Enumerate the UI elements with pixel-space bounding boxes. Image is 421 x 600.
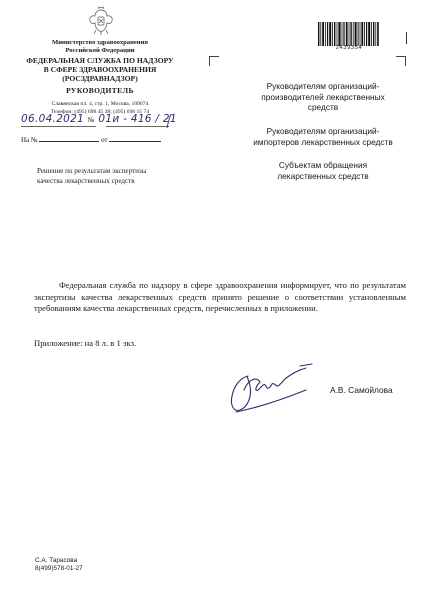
- agency-name: [20, 56, 180, 83]
- phone-line: Телефон: (495) 698 45 38; (495) 698 15 74: [50, 108, 150, 115]
- registration-number: 01и - 416 / 21: [98, 113, 177, 125]
- state-emblem-icon: [87, 6, 115, 36]
- agency-line: ФЕДЕРАЛЬНАЯ СЛУЖБА ПО НАДЗОРУ: [26, 56, 174, 65]
- ministry-line: Министерство здравоохранения: [52, 39, 148, 46]
- addressee-line: Субъектам обращения: [278, 160, 368, 170]
- addressee-line: импортеров лекарственных средств: [253, 136, 393, 147]
- registration-date: 06.04.2021: [21, 113, 85, 125]
- registration-line: [21, 113, 177, 125]
- agency-line: В СФЕРЕ ЗДРАВООХРАНЕНИЯ: [43, 65, 157, 74]
- addressee-manufacturers: [235, 81, 411, 113]
- number-prefix: №: [87, 116, 95, 124]
- reply-date-blank: [109, 134, 161, 142]
- margin-tick: [406, 32, 407, 44]
- reply-reference-line: [21, 134, 181, 144]
- reply-prefix: На №: [21, 136, 38, 144]
- addressee-line: средств: [307, 102, 339, 112]
- executor-phone: 8(499)578-01-27: [35, 565, 83, 572]
- addressee-line: Руководителям организаций-: [266, 81, 380, 91]
- addressee-subjects: [235, 160, 411, 181]
- body-paragraph: Федеральная служба по надзору в сфере здравоохранения информирует, что по результатам экспертизы качества лекарственных средств принято решение о соответствии установленным требованиям качества лекарственных средств, перечисленных в приложении.: [34, 280, 406, 313]
- signer-name: А.В. Самойлова: [330, 385, 393, 395]
- executor-name: С.А. Тарасова: [35, 557, 78, 564]
- addressee-line: лекарственных средств: [277, 170, 369, 181]
- reply-from-label: от: [101, 136, 108, 144]
- barcode-icon: [318, 22, 380, 46]
- addressee-corner-right: [396, 56, 406, 66]
- signature-icon: [226, 360, 326, 418]
- ministry-name: [20, 39, 180, 55]
- barcode-number: 2439354: [335, 45, 363, 51]
- addressee-line: Руководителям организаций-: [266, 126, 380, 136]
- subject-line: качества лекарственных средств: [37, 176, 135, 185]
- subject-line: Решение по результатам экспертизы: [37, 167, 147, 175]
- agency-line: (РОСЗДРАВНАДЗОР): [62, 74, 138, 83]
- addressee-importers: [235, 126, 411, 147]
- address-line: Славянская пл. 4, стр. 1, Москва, 109074: [51, 101, 149, 107]
- ministry-line: Российской Федерации: [65, 47, 135, 54]
- addressee-line: производителей лекарственных: [261, 91, 385, 102]
- attachment-note: Приложение: на 8 л. в 1 экз.: [34, 338, 137, 348]
- sender-heading: РУКОВОДИТЕЛЬ: [66, 86, 134, 95]
- reply-number-blank: [39, 134, 99, 142]
- executor-block: [35, 557, 83, 573]
- addressee-corner-left: [209, 56, 219, 66]
- letter-subject: [37, 167, 187, 186]
